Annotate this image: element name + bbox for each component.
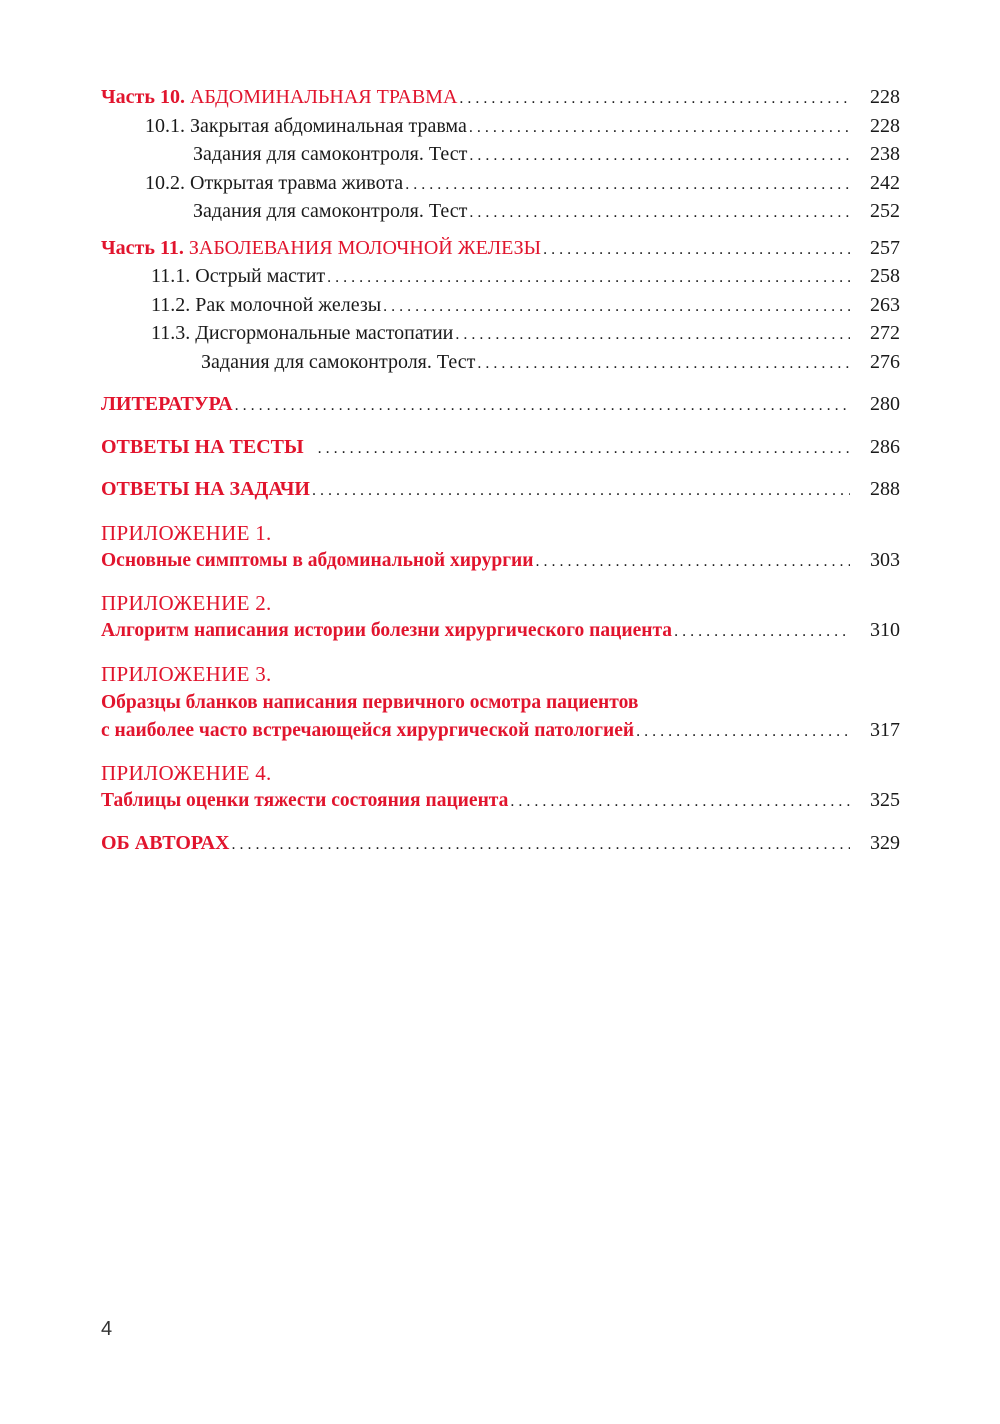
leader-dots [405, 172, 850, 199]
page-number: 258 [870, 265, 900, 287]
entry-label: 11.2. Рак молочной железы [151, 293, 382, 316]
entry-label: 10.2. Открытая травма живота [145, 171, 404, 194]
part10-label [101, 84, 457, 111]
leader-dots [477, 351, 850, 378]
toc-entry[interactable] [101, 292, 900, 321]
leader-dots [469, 115, 850, 142]
leader-dots [543, 237, 850, 264]
toc-entry-part10[interactable] [101, 84, 900, 113]
page-folio: 4 [101, 1318, 113, 1340]
entry-label: ОТВЕТЫ НА ЗАДАЧИ [101, 478, 310, 500]
toc-entry-literature[interactable] [101, 391, 900, 420]
toc-entry-part11[interactable] [101, 235, 900, 264]
leader-dots [469, 200, 850, 227]
page-number: 263 [870, 293, 900, 316]
part10-title: АБДОМИНАЛЬНАЯ ТРАВМА [189, 86, 458, 108]
page-number: 317 [870, 718, 900, 741]
entry-label: Задания для самоконтроля. Тест [201, 350, 476, 373]
toc-entry-appendix2[interactable] [101, 589, 900, 646]
leader-dots [459, 86, 850, 113]
leader-dots [536, 549, 850, 576]
entry-label: 11.3. Дисгормональные мастопатии [151, 322, 454, 344]
toc-entry[interactable] [101, 170, 900, 199]
leader-dots [455, 322, 850, 349]
page-number: 276 [870, 350, 900, 373]
leader-dots [235, 393, 850, 420]
part10-prefix: Часть 10. [101, 86, 185, 108]
toc-entry[interactable] [101, 320, 900, 349]
entry-label: ОТВЕТЫ НА ТЕСТЫ [101, 435, 304, 458]
leader-dots [510, 789, 850, 816]
appendix-heading: ПРИЛОЖЕНИЕ 2. [101, 591, 272, 615]
appendix-title-line1: Образцы бланков написания первичного осмотра пациентов [101, 691, 639, 713]
leader-dots [231, 832, 850, 859]
toc-entry[interactable] [101, 113, 900, 142]
leader-dots [674, 619, 850, 646]
page-number: 329 [870, 831, 900, 854]
page-number: 325 [870, 789, 900, 811]
page-number: 280 [870, 393, 900, 415]
part11-prefix: Часть 11. [101, 236, 184, 259]
leader-dots [318, 436, 850, 463]
appendix-heading: ПРИЛОЖЕНИЕ 4. [101, 761, 272, 785]
page-number: 238 [870, 143, 900, 165]
part11-label [101, 235, 541, 262]
page-number: 252 [870, 200, 900, 222]
toc-entry-appendix3[interactable] [101, 660, 900, 746]
page-number: 228 [870, 114, 900, 137]
table-of-contents [101, 84, 900, 858]
entry-label: ЛИТЕРАТУРА [101, 393, 233, 415]
appendix-title: Таблицы оценки тяжести состояния пациента [101, 790, 509, 811]
leader-dots [327, 265, 850, 292]
page-number: 286 [870, 435, 900, 458]
appendix-title: Алгоритм написания истории болезни хирургического пациента [101, 620, 673, 641]
toc-entry-authors[interactable] [101, 830, 900, 859]
entry-label: ОБ АВТОРАХ [101, 831, 230, 854]
toc-entry[interactable] [101, 141, 900, 170]
page-number: 288 [870, 478, 900, 500]
page-number: 228 [870, 86, 900, 108]
appendix-title-line2: с наиболее часто встречающейся хирургической патологией [101, 719, 635, 741]
page-number: 242 [870, 171, 900, 194]
toc-entry[interactable] [101, 263, 900, 292]
entry-label: 10.1. Закрытая абдоминальная травма [145, 114, 467, 137]
entry-label: 11.1. Острый мастит [151, 265, 326, 287]
toc-entry-appendix1[interactable] [101, 519, 900, 576]
leader-dots [636, 719, 850, 746]
page-number: 272 [870, 322, 900, 344]
entry-label: Задания для самоконтроля. Тест [193, 200, 468, 222]
leader-dots [469, 143, 850, 170]
page-number: 303 [870, 548, 900, 571]
toc-entry-test-answers[interactable] [101, 434, 900, 463]
leader-dots [312, 478, 850, 505]
toc-entry-appendix4[interactable] [101, 759, 900, 816]
toc-entry[interactable] [101, 198, 900, 227]
appendix-heading: ПРИЛОЖЕНИЕ 3. [101, 661, 272, 686]
part11-title: ЗАБОЛЕВАНИЯ МОЛОЧНОЙ ЖЕЛЕЗЫ [188, 236, 542, 259]
page-number: 310 [870, 619, 900, 641]
page-number: 257 [870, 236, 900, 259]
appendix-title: Основные симптомы в абдоминальной хирургии [101, 549, 534, 571]
entry-label: Задания для самоконтроля. Тест [193, 143, 468, 165]
toc-entry[interactable] [101, 349, 900, 378]
toc-entry-task-answers[interactable] [101, 476, 900, 505]
leader-dots [383, 294, 850, 321]
appendix-heading: ПРИЛОЖЕНИЕ 1. [101, 520, 272, 545]
